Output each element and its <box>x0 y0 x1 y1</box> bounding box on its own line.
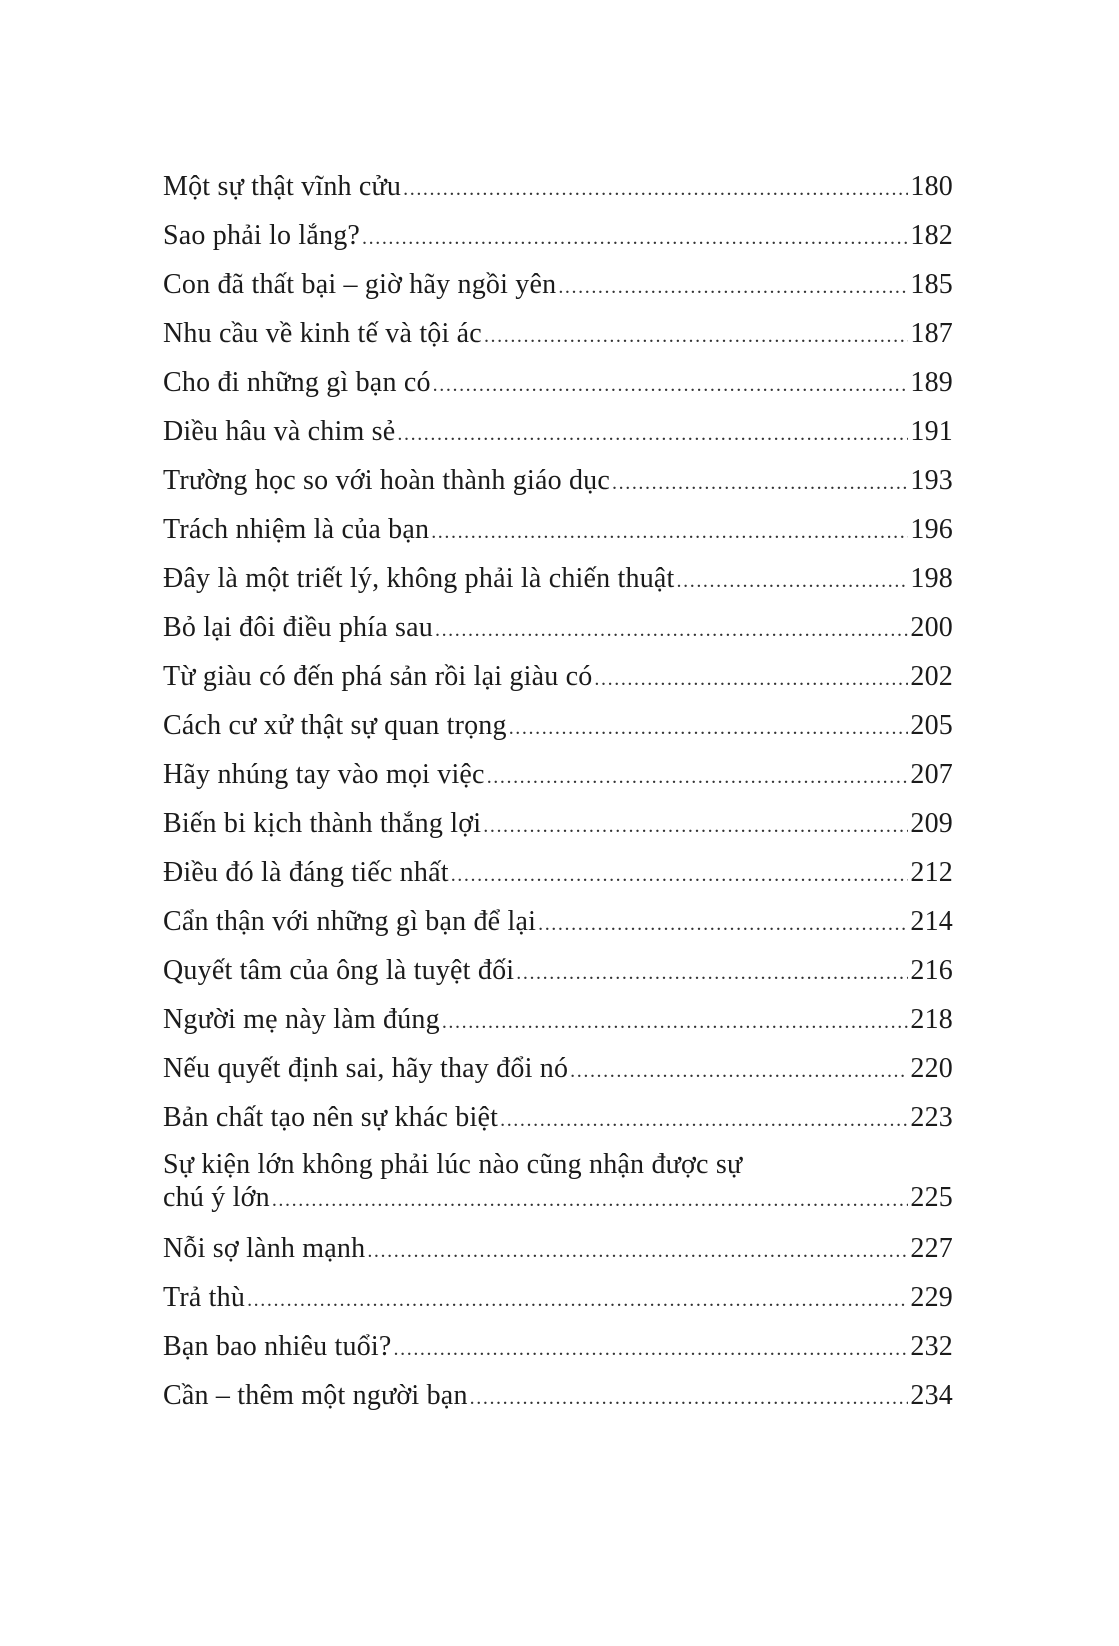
toc-page-number: 232 <box>910 1331 953 1362</box>
dot-leader <box>483 807 908 845</box>
toc-entry[interactable] <box>163 707 953 756</box>
dot-leader <box>433 366 908 404</box>
toc-entry-title: Sao phải lo lắng? <box>163 220 361 251</box>
toc-entry[interactable] <box>163 1230 953 1279</box>
toc-page-number: 198 <box>910 563 953 594</box>
toc-entry-title: Cẩn thận với những gì bạn để lại <box>163 906 537 937</box>
toc-entry[interactable] <box>163 903 953 952</box>
toc-entry-title: Nếu quyết định sai, hãy thay đổi nó <box>163 1053 569 1084</box>
toc-entry-title: Bản chất tạo nên sự khác biệt <box>163 1102 499 1133</box>
toc-entry[interactable] <box>163 658 953 707</box>
toc-page-number: 187 <box>910 318 953 349</box>
toc-entry-title: Người mẹ này làm đúng <box>163 1004 440 1035</box>
dot-leader <box>367 1232 908 1270</box>
dot-leader <box>538 905 908 943</box>
toc-entry-title: Cách cư xử thật sự quan trọng <box>163 710 507 741</box>
toc-entry[interactable] <box>163 756 953 805</box>
toc-entry-title: Biến bi kịch thành thắng lợi <box>163 808 482 839</box>
toc-entry-title: Một sự thật vĩnh cửu <box>163 171 402 202</box>
toc-entry-title: Đây là một triết lý, không phải là chiến thuật <box>163 563 675 594</box>
toc-entry[interactable] <box>163 511 953 560</box>
toc-entry-title: Bạn bao nhiêu tuổi? <box>163 1331 392 1362</box>
dot-leader <box>594 660 908 698</box>
toc-page-number: 202 <box>910 661 953 692</box>
toc-entry[interactable] <box>163 1377 953 1426</box>
toc-page-number: 196 <box>910 514 953 545</box>
dot-leader <box>431 513 908 551</box>
toc-entry[interactable] <box>163 168 953 217</box>
dot-leader <box>272 1184 908 1216</box>
toc-entry-title: Cho đi những gì bạn có <box>163 367 431 398</box>
dot-leader <box>484 317 908 355</box>
toc-entry-title: Nỗi sợ lành mạnh <box>163 1233 366 1264</box>
toc-page-number: 212 <box>910 857 953 888</box>
dot-leader <box>403 170 908 208</box>
toc-entry[interactable] <box>163 315 953 364</box>
toc-page-number: 225 <box>910 1182 953 1213</box>
toc-entry[interactable] <box>163 609 953 658</box>
toc-entry-title-line2: chú ý lớn <box>163 1182 270 1213</box>
toc-entry-title: Con đã thất bại – giờ hãy ngồi yên <box>163 269 557 300</box>
toc-entry-title: Bỏ lại đôi điều phía sau <box>163 612 433 643</box>
dot-leader <box>487 758 908 796</box>
toc-page-number: 223 <box>910 1102 953 1133</box>
toc-page-number: 191 <box>910 416 953 447</box>
dot-leader <box>558 268 908 306</box>
toc-entry-title: Nhu cầu về kinh tế và tội ác <box>163 318 482 349</box>
toc-page-number: 214 <box>910 906 953 937</box>
toc-page-number: 189 <box>910 367 953 398</box>
dot-leader <box>470 1379 908 1417</box>
toc-page-number: 218 <box>910 1004 953 1035</box>
toc-page-number: 205 <box>910 710 953 741</box>
toc-entry-title-line1: Sự kiện lớn không phải lúc nào cũng nhận được sự <box>163 1149 743 1180</box>
table-of-contents <box>163 168 953 1426</box>
dot-leader <box>570 1052 908 1090</box>
toc-page-number: 185 <box>910 269 953 300</box>
toc-entry[interactable] <box>163 1099 953 1148</box>
dot-leader <box>509 709 908 747</box>
toc-entry-title: Cần – thêm một người bạn <box>163 1380 468 1411</box>
toc-page-number: 207 <box>910 759 953 790</box>
dot-leader <box>442 1003 908 1041</box>
toc-entry[interactable] <box>163 805 953 854</box>
toc-page-number: 182 <box>910 220 953 251</box>
dot-leader <box>451 856 908 894</box>
toc-page-number: 229 <box>910 1282 953 1313</box>
dot-leader <box>397 415 908 453</box>
toc-entry[interactable] <box>163 462 953 511</box>
toc-entry-title: Điều đó là đáng tiếc nhất <box>163 857 449 888</box>
dot-leader <box>516 954 908 992</box>
dot-leader <box>362 219 908 257</box>
dot-leader <box>247 1281 908 1319</box>
toc-entry[interactable] <box>163 1001 953 1050</box>
toc-entry-title: Trường học so với hoàn thành giáo dục <box>163 465 611 496</box>
toc-entry-title: Hãy nhúng tay vào mọi việc <box>163 759 485 790</box>
dot-leader <box>394 1330 908 1368</box>
toc-entry-title: Từ giàu có đến phá sản rồi lại giàu có <box>163 661 593 692</box>
toc-page-number: 193 <box>910 465 953 496</box>
toc-entry[interactable] <box>163 1279 953 1328</box>
toc-page-number: 209 <box>910 808 953 839</box>
toc-entry[interactable] <box>163 854 953 903</box>
dot-leader <box>612 464 908 502</box>
dot-leader <box>500 1101 908 1139</box>
toc-page-number: 227 <box>910 1233 953 1264</box>
toc-entry-title: Trả thù <box>163 1282 246 1313</box>
toc-entry[interactable] <box>163 1148 953 1230</box>
toc-entry-title: Diều hâu và chim sẻ <box>163 416 396 447</box>
dot-leader <box>435 611 908 649</box>
toc-entry[interactable] <box>163 952 953 1001</box>
toc-entry[interactable] <box>163 266 953 315</box>
toc-page-number: 234 <box>910 1380 953 1411</box>
toc-entry[interactable] <box>163 364 953 413</box>
toc-entry[interactable] <box>163 217 953 266</box>
toc-entry-title: Trách nhiệm là của bạn <box>163 514 430 545</box>
toc-page-number: 180 <box>910 171 953 202</box>
toc-entry[interactable] <box>163 1050 953 1099</box>
toc-entry-title: Quyết tâm của ông là tuyệt đối <box>163 955 515 986</box>
toc-entry[interactable] <box>163 560 953 609</box>
toc-page-number: 200 <box>910 612 953 643</box>
toc-page-number: 216 <box>910 955 953 986</box>
toc-entry[interactable] <box>163 1328 953 1377</box>
toc-page-number: 220 <box>910 1053 953 1084</box>
toc-entry[interactable] <box>163 413 953 462</box>
dot-leader <box>677 562 908 600</box>
